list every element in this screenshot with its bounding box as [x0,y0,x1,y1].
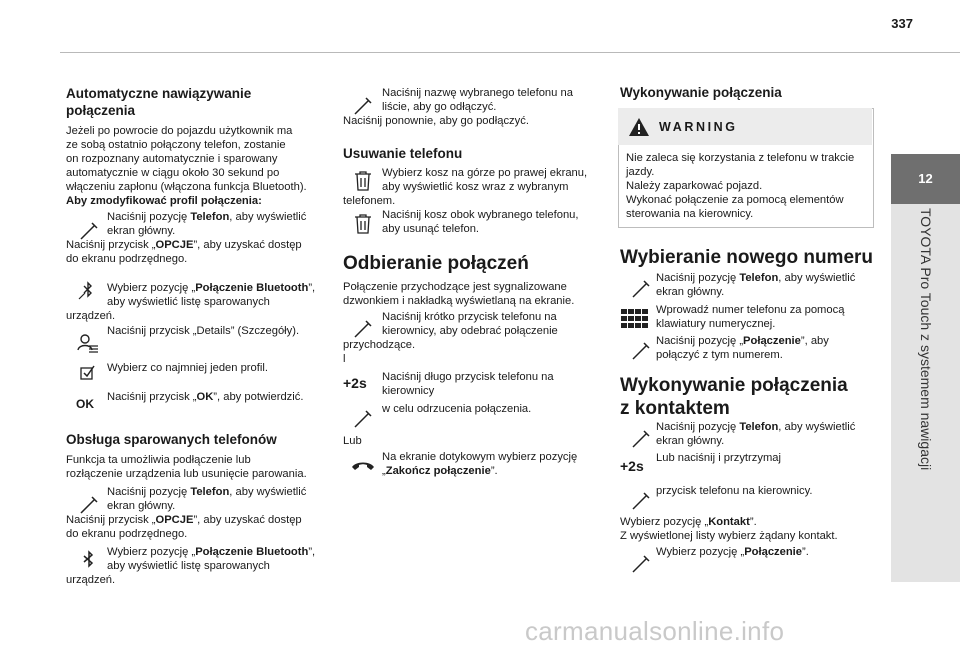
text-line: dzwonkiem i nakładką wyświetlaną na ekranie. [343,295,575,307]
ok-icon: OK [76,397,94,411]
step-phone: Naciśnij pozycję Telefon, aby wyświetlić [656,272,856,284]
text-line: urządzeń. [66,310,116,322]
text-line: urządzeń. [66,574,116,586]
text-line: Jeżeli po powrocie do pojazdu użytkownik ma [66,125,293,137]
touch-icon [352,318,374,340]
heading-receiving-calls: Odbieranie połączeń [343,253,529,274]
warning-header [618,108,872,145]
text-line: Wybierz kosz na górze po prawej ekranu, [382,167,588,179]
trash-icon [352,213,374,235]
step-details: Naciśnij przycisk „Details” (Szczegóły). [107,325,300,337]
text-line: kierownicy, aby odebrać połączenie [382,325,558,337]
heading-paired-phones: Obsługa sparowanych telefonów [66,432,277,447]
step-ok: Naciśnij przycisk „OK”, aby potwierdzić. [107,391,304,403]
text-line: Naciśnij długo przycisk telefonu na [382,371,554,383]
text-line: Połączenie przychodzące jest sygnalizowane [343,281,567,293]
text-line: l [343,353,346,365]
heading-call-contact: Wykonywanie połączenia z kontaktem [620,375,848,419]
step-end-call: „Zakończ połączenie”. [382,465,498,477]
text-line: Należy zaparkować pojazd. [626,180,763,192]
bold-instruction: Aby zmodyfikować profil połączenia: [66,195,262,207]
touch-icon [630,278,652,300]
text-line: do ekranu podrzędnego. [66,528,188,540]
text-line: Funkcja ta umożliwia podłączenie lub [66,454,251,466]
warning-icon [628,116,650,138]
text-line: Lub naciśnij i przytrzymaj [656,452,781,464]
trash-icon [352,170,374,192]
bluetooth-icon [78,549,100,571]
steering-wheel-phone-icon: +2s [620,458,644,474]
text-line: liście, aby go odłączyć. [382,101,497,113]
heading-auto-connect: Automatyczne nawiązywanie połączenia [66,86,252,118]
step-options: Naciśnij przycisk „OPCJE”, aby uzyskać dostęp [66,514,302,526]
text-line: Naciśnij krótko przycisk telefonu na [382,311,557,323]
text-line: Naciśnij nazwę wybranego telefonu na [382,87,573,99]
warning-title: WARNING [659,120,738,134]
heading-new-number: Wybieranie nowego numeru [620,247,874,268]
touch-icon [630,428,652,450]
text-line: Wprowadź numer telefonu za pomocą [656,304,845,316]
details-icon [76,331,100,355]
text-line: aby wyświetlić listę sparowanych [107,296,270,308]
step-profile: Wybierz co najmniej jeden profil. [107,362,268,374]
step-options: Naciśnij przycisk „OPCJE”, aby uzyskać dostęp [66,239,302,251]
checkbox-icon [80,364,96,380]
text-line: w celu odrzucenia połączenia. [382,403,532,415]
text-line: rozłączenie urządzenia lub usunięcie parowania. [66,468,307,480]
header-rule [60,52,960,53]
text-line: sterowania na kierownicy. [626,208,754,220]
text-line: Naciśnij kosz obok wybranego telefonu, [382,209,579,221]
text-line: jazdy. [626,166,655,178]
page-number: 337 [891,16,913,31]
heading-delete-phone: Usuwanie telefonu [343,146,463,161]
text-line: Lub [343,435,362,447]
text-line: do ekranu podrzędnego. [66,253,188,265]
step-phone: Naciśnij pozycję Telefon, aby wyświetlić [107,486,307,498]
text-line: Z wyświetlonej listy wybierz żądany kontakt. [620,530,838,542]
text-line: przycisk telefonu na kierownicy. [656,485,813,497]
text-line: kierownicy [382,385,435,397]
touch-icon [630,490,652,512]
touch-icon [630,340,652,362]
text-line: ekran główny. [107,225,176,237]
text-line: włączeniu zapłonu (włączona funkcja Bluetooth). [66,181,307,193]
chapter-title: TOYOTA Pro Touch z systemem nawigacji [918,208,934,471]
text-line: ze sobą ostatnio połączony telefon, zostanie [66,139,286,151]
step-contact: Wybierz pozycję „Kontakt”. [620,516,757,528]
text-line: klawiatury numerycznej. [656,318,776,330]
text-line: przychodzące. [343,339,416,351]
heading-making-call: Wykonywanie połączenia [620,85,782,100]
hang-up-icon [350,455,376,477]
steering-wheel-phone-icon: +2s [343,375,367,391]
text-line: Naciśnij ponownie, aby go podłączyć. [343,115,529,127]
text-line: aby wyświetlić listę sparowanych [107,560,270,572]
text-line: aby wyświetlić kosz wraz z wybranym [382,181,569,193]
text-line: połączyć z tym numerem. [656,349,783,361]
text-line: on rozpoznany automatycznie i sparowany [66,153,278,165]
text-line: Na ekranie dotykowym wybierz pozycję [382,451,578,463]
text-line: telefonem. [343,195,396,207]
step-bluetooth: Wybierz pozycję „Połączenie Bluetooth”, [107,546,316,558]
step-connect: Wybierz pozycję „Połączenie”. [656,546,809,558]
step-bluetooth: Wybierz pozycję „Połączenie Bluetooth”, [107,282,316,294]
bluetooth-touch-icon [77,279,99,301]
text-line: automatycznie w ciągu około 30 sekund po [66,167,280,179]
chapter-tab[interactable]: 12 [891,154,960,204]
step-connect: Naciśnij pozycję „Połączenie”, aby [656,335,829,347]
text-line: Wykonać połączenie za pomocą elementów [626,194,844,206]
step-phone: Naciśnij pozycję Telefon, aby wyświetlić [107,211,307,223]
text-line: ekran główny. [656,286,725,298]
touch-icon [352,408,374,430]
watermark[interactable]: carmanualsonline.info [525,616,785,646]
keypad-icon [620,308,650,330]
text-line: ekran główny. [656,435,725,447]
text-line: ekran główny. [107,500,176,512]
touch-icon [630,553,652,575]
text-line: aby usunąć telefon. [382,223,480,235]
step-phone: Naciśnij pozycję Telefon, aby wyświetlić [656,421,856,433]
text-line: Nie zaleca się korzystania z telefonu w trakcie [626,152,855,164]
